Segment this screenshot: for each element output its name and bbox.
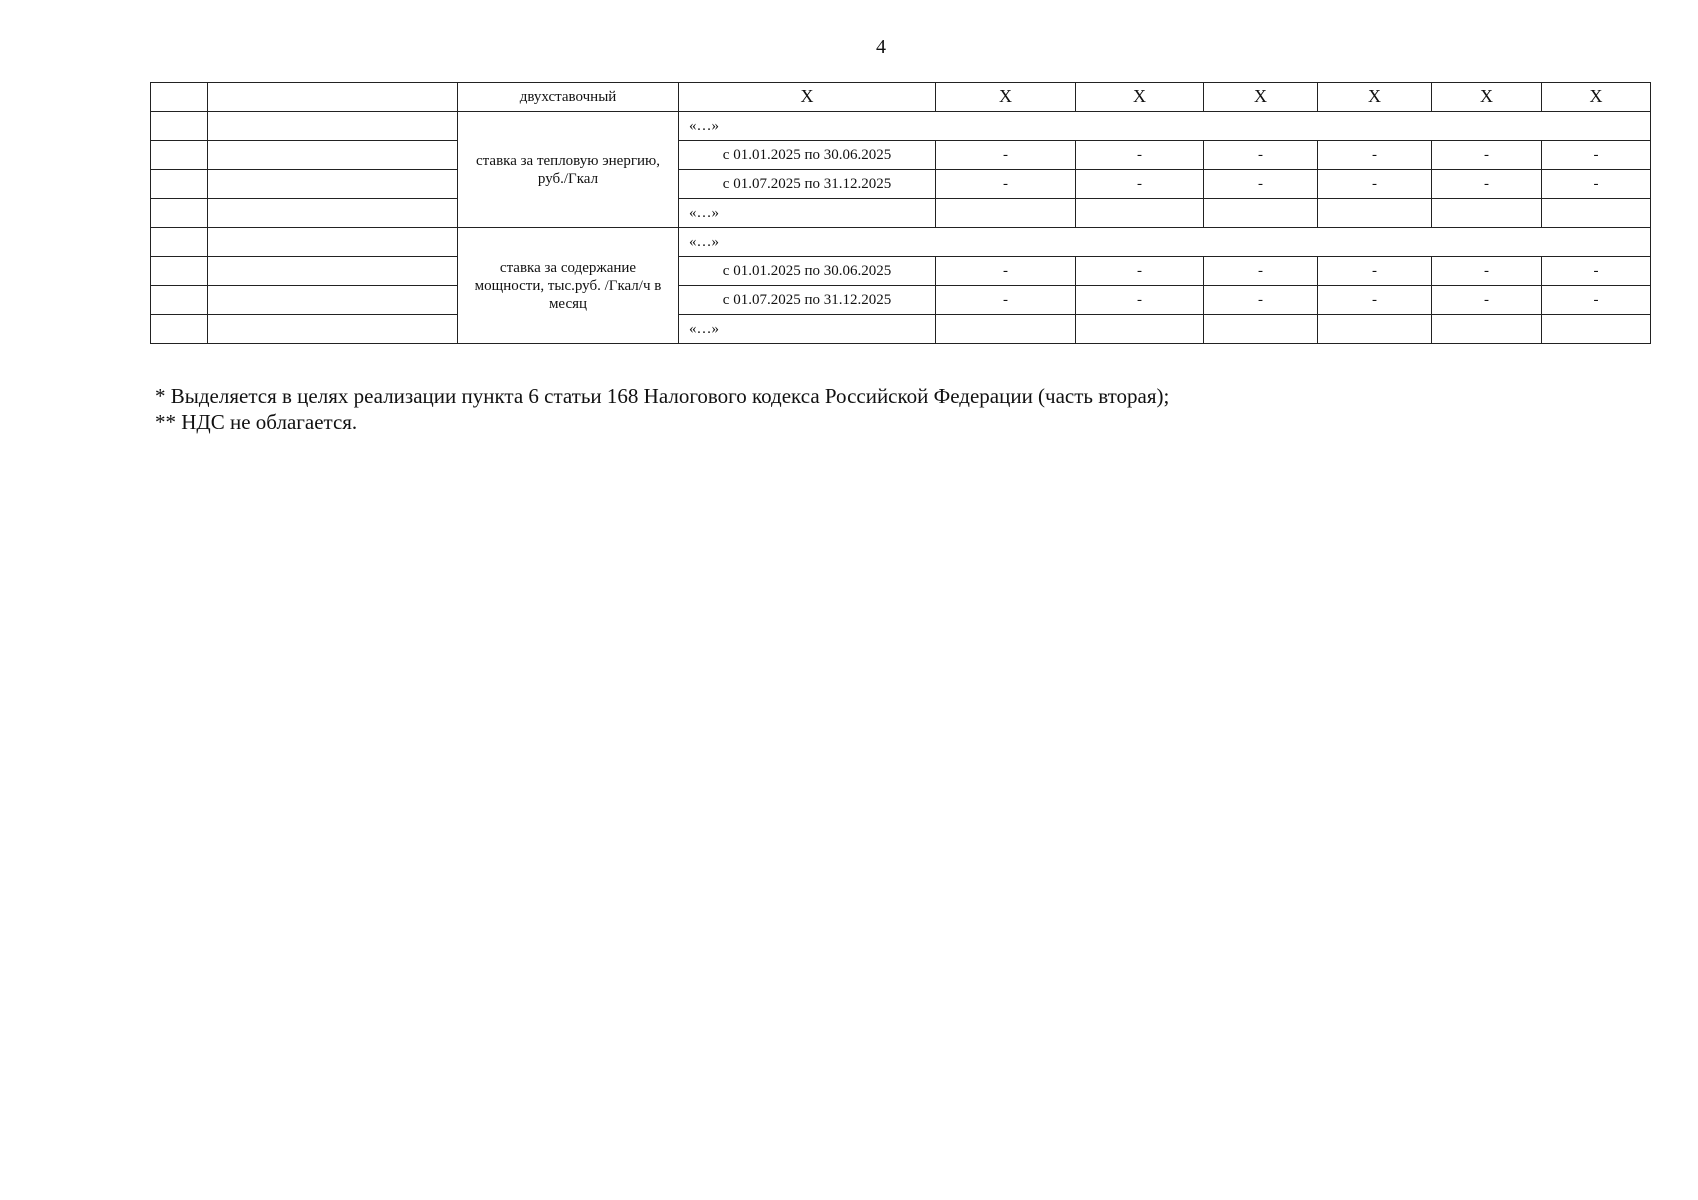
value-cell: - (1542, 286, 1651, 315)
value-cell (1204, 199, 1318, 228)
value-cell: - (1318, 286, 1432, 315)
table-row (151, 257, 1651, 286)
value-cell (1318, 315, 1432, 344)
name-cell (208, 83, 458, 112)
footnote-vat-allocation: * Выделяется в целях реализации пункта 6 статьи 168 Налогового кодекса Российской Федерации (часть вторая); (155, 384, 1170, 408)
number-cell (151, 286, 208, 315)
value-cell (936, 199, 1076, 228)
value-cell: - (1318, 170, 1432, 199)
value-cell: - (1076, 257, 1204, 286)
heat-rate-label: ставка за тепловую энергию, руб./Гкал (458, 112, 679, 228)
name-cell (208, 228, 458, 257)
ellipsis-cell: «…» (679, 228, 1651, 257)
value-cell: - (1432, 257, 1542, 286)
value-cell: - (1076, 141, 1204, 170)
table-row (151, 228, 1651, 257)
value-cell: - (1076, 286, 1204, 315)
value-cell (1432, 199, 1542, 228)
value-cell (1204, 315, 1318, 344)
table-row (151, 315, 1651, 344)
ellipsis-cell: «…» (679, 199, 936, 228)
table-row (151, 286, 1651, 315)
rate-type-cell: двухставочный (458, 83, 679, 112)
name-cell (208, 141, 458, 170)
value-cell: - (1076, 170, 1204, 199)
tariff-table (150, 82, 1651, 344)
value-cell: - (1318, 257, 1432, 286)
value-cell: - (1542, 257, 1651, 286)
value-cell: - (1204, 170, 1318, 199)
value-cell (1542, 315, 1651, 344)
value-cell (1076, 199, 1204, 228)
value-cell (936, 315, 1076, 344)
table-row (151, 170, 1651, 199)
ellipsis-cell: «…» (679, 112, 1651, 141)
value-cell: - (1432, 141, 1542, 170)
ellipsis-cell: «…» (679, 315, 936, 344)
x-mark-cell: X (936, 83, 1076, 112)
number-cell (151, 199, 208, 228)
page-number: 4 (876, 36, 886, 58)
name-cell (208, 112, 458, 141)
value-cell: - (1432, 286, 1542, 315)
x-mark-cell: X (679, 83, 936, 112)
name-cell (208, 315, 458, 344)
x-mark-cell: X (1542, 83, 1651, 112)
x-mark-cell: X (1318, 83, 1432, 112)
period-cell: с 01.07.2025 по 31.12.2025 (679, 170, 936, 199)
value-cell (1318, 199, 1432, 228)
name-cell (208, 170, 458, 199)
number-cell (151, 257, 208, 286)
period-cell: с 01.01.2025 по 30.06.2025 (679, 141, 936, 170)
number-cell (151, 83, 208, 112)
number-cell (151, 141, 208, 170)
table-row (151, 141, 1651, 170)
number-cell (151, 112, 208, 141)
value-cell: - (1204, 286, 1318, 315)
value-cell: - (936, 141, 1076, 170)
value-cell: - (1204, 257, 1318, 286)
number-cell (151, 170, 208, 199)
value-cell: - (936, 286, 1076, 315)
value-cell (1076, 315, 1204, 344)
x-mark-cell: X (1076, 83, 1204, 112)
value-cell: - (1204, 141, 1318, 170)
name-cell (208, 257, 458, 286)
period-cell: с 01.07.2025 по 31.12.2025 (679, 286, 936, 315)
table-row (151, 112, 1651, 141)
footnote-vat-exempt: ** НДС не облагается. (155, 410, 358, 434)
value-cell: - (1542, 170, 1651, 199)
footnotes (155, 383, 1169, 435)
value-cell: - (936, 257, 1076, 286)
value-cell: - (1318, 141, 1432, 170)
number-cell (151, 228, 208, 257)
value-cell: - (1542, 141, 1651, 170)
value-cell (1542, 199, 1651, 228)
name-cell (208, 199, 458, 228)
value-cell: - (936, 170, 1076, 199)
capacity-rate-label: ставка за содержание мощности, тыс.руб. /Гкал/ч в месяц (458, 228, 679, 344)
table-row (151, 199, 1651, 228)
table-row (151, 83, 1651, 112)
x-mark-cell: X (1204, 83, 1318, 112)
value-cell: - (1432, 170, 1542, 199)
period-cell: с 01.01.2025 по 30.06.2025 (679, 257, 936, 286)
number-cell (151, 315, 208, 344)
name-cell (208, 286, 458, 315)
value-cell (1432, 315, 1542, 344)
x-mark-cell: X (1432, 83, 1542, 112)
